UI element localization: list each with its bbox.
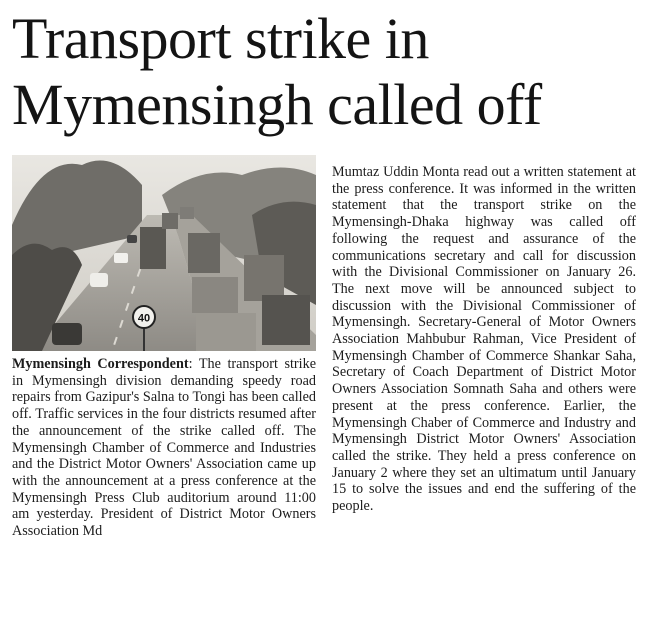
article-body-left: The transport strike in Mymensingh division demanding speedy road repairs from Gazipur's Salna to Tongi has been called off. Traffic services in the four districts resumed after the announcement of the strike called off. The Mymensingh Chamber of Commerce and Industries and the District Motor Owners' Association came up with the announcement at a press conference at the Mymensingh Press Club auditorium around 11:00 am yesterday. President of District Motor Owners Association Md <box>12 356 316 540</box>
road-traffic-photo <box>12 155 316 351</box>
speed-limit-sign: 40 <box>137 312 151 325</box>
article-body-right: Mumtaz Uddin Monta read out a written statement at the press conference. It was informed in the written statement that the transport strike on the Mymensingh-Dhaka highway was called off following the request and assurance of the communications secretary and call for discussion with the Divisional Commissioner on January 26. The next move will be announced subject to discussion with the Divisional Commissioner of Mymensingh. Secretary-General of Motor Owners Association Mahbubur Rahman, Vice President of Mymensingh Chamber of Commerce Shankar Saha, Secretary of Coach Department of District Motor Owners Association Somnath Saha and others were present at the press conference. Earlier, the Mymensingh Chaber of Commerce and Industry and Mymensingh District Motor Owners' Association called the strike. They held a press conference on January 2 where they set an ultimatum until January 15 to solve the issues and end the suffering of the people. <box>332 164 636 515</box>
byline-separator: : <box>188 356 199 372</box>
photo-illustration <box>12 155 316 351</box>
article-column-right <box>332 164 636 515</box>
headline-line-1: Transport strike in <box>12 6 429 71</box>
byline: Mymensingh Correspondent <box>12 356 189 372</box>
headline <box>12 6 637 138</box>
article-column-left <box>12 356 316 540</box>
headline-line-2: Mymensingh called off <box>12 72 542 137</box>
